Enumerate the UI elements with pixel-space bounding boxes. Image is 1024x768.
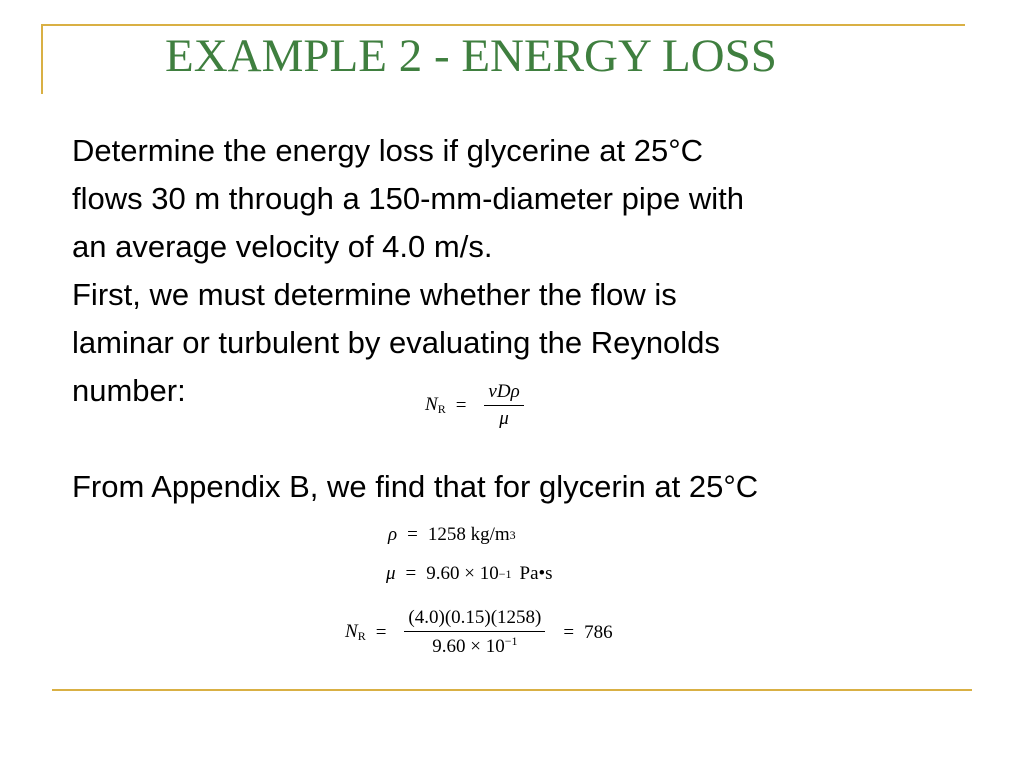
body-line-2: flows 30 m through a 150-mm-diameter pipe with [72, 181, 744, 216]
frame-bottom-rule [52, 689, 972, 691]
viscosity-lhs: μ [386, 563, 396, 584]
result-denominator-value: 9.60 × 10 [432, 636, 505, 657]
reynolds-lhs-sub: R [437, 402, 446, 416]
viscosity-equals: = [405, 563, 417, 584]
viscosity-unit: Pa•s [519, 563, 553, 584]
body-line-1: Determine the energy loss if glycerine at 25°C [72, 133, 703, 168]
reynolds-numerator: vDρ [484, 381, 523, 406]
density-value: 1258 kg/m [427, 524, 510, 545]
result-equals-2: = [563, 621, 575, 643]
result-formula [345, 607, 613, 658]
viscosity-exponent: −1 [498, 566, 512, 581]
result-equals: = [375, 621, 387, 643]
result-value: 786 [584, 621, 613, 643]
viscosity-formula [386, 563, 553, 585]
result-numerator: (4.0)(0.15)(1258) [404, 607, 545, 632]
slide-title: EXAMPLE 2 - ENERGY LOSS [165, 30, 777, 82]
reynolds-lhs: N [425, 394, 438, 415]
density-equals: = [407, 524, 418, 545]
reynolds-fraction [484, 381, 523, 430]
reynolds-equals: = [455, 394, 467, 416]
reynolds-formula [425, 381, 532, 430]
result-denominator [428, 632, 521, 658]
reynolds-denominator: μ [499, 408, 509, 429]
result-lhs-sub: R [357, 629, 366, 643]
frame-top-rule [41, 24, 965, 26]
density-exponent: 3 [509, 527, 516, 542]
frame-left-rule [41, 24, 43, 94]
body-line-3: an average velocity of 4.0 m/s. [72, 229, 493, 264]
body-line-5: laminar or turbulent by evaluating the Reynolds [72, 325, 720, 360]
body-line-6: number: [72, 373, 186, 408]
result-lhs: N [345, 621, 358, 642]
result-denominator-exponent: −1 [504, 634, 518, 648]
density-formula [388, 524, 516, 546]
body-line-7: From Appendix B, we find that for glycerin at 25°C [72, 469, 759, 504]
body-line-4: First, we must determine whether the flow is [72, 277, 677, 312]
result-fraction [404, 607, 545, 658]
viscosity-value: 9.60 × 10 [426, 563, 499, 584]
density-lhs: ρ [388, 524, 398, 545]
